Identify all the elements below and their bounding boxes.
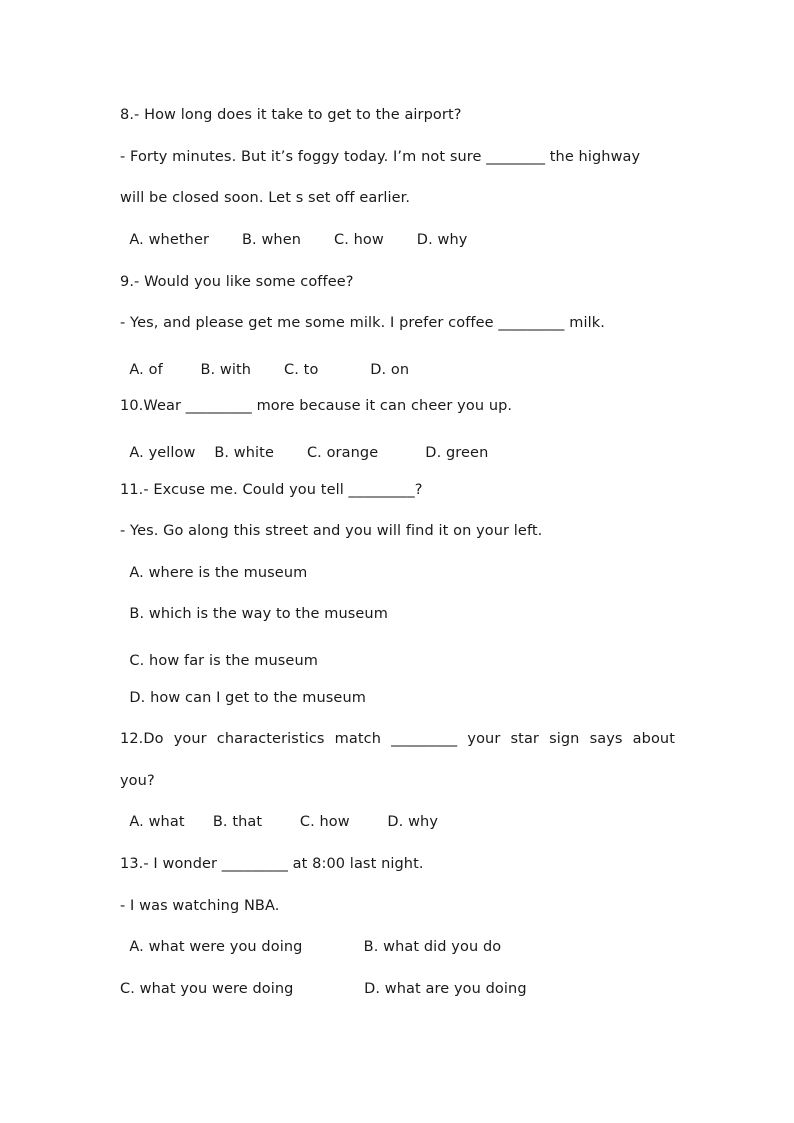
- question-12-options: A. what B. that C. how D. why: [120, 814, 439, 830]
- question-9-options: A. of B. with C. to D. on: [120, 362, 410, 378]
- question-10-options: A. yellow B. white C. orange D. green: [120, 445, 489, 461]
- question-13-options-line-2: C. what you were doing D. what are you doing: [120, 981, 527, 997]
- question-8-stem: 8.- How long does it take to get to the airport?: [120, 107, 462, 123]
- question-8-response-line-1: - Forty minutes. But it’s foggy today. I’m not sure ________ the highway: [120, 149, 641, 165]
- question-12-stem-line-2: you?: [120, 773, 155, 789]
- question-10-stem: 10.Wear _________ more because it can cheer you up.: [120, 398, 513, 414]
- question-11-option-a: A. where is the museum: [120, 565, 308, 581]
- question-11-option-c: C. how far is the museum: [120, 653, 318, 669]
- question-11-response: - Yes. Go along this street and you will find it on your left.: [120, 523, 543, 539]
- question-13-response: - I was watching NBA.: [120, 898, 280, 914]
- question-8-response-line-2: will be closed soon. Let s set off earlier.: [120, 190, 411, 206]
- question-12-stem-line-1: 12.Do your characteristics match _________ your star sign says about: [120, 731, 675, 747]
- question-13-stem: 13.- I wonder _________ at 8:00 last night.: [120, 856, 424, 872]
- question-11-option-b: B. which is the way to the museum: [120, 606, 388, 622]
- question-11-stem: 11.- Excuse me. Could you tell _________?: [120, 482, 423, 498]
- question-9-stem: 9.- Would you like some coffee?: [120, 274, 354, 290]
- question-9-response: - Yes, and please get me some milk. I prefer coffee _________ milk.: [120, 315, 605, 331]
- question-11-option-d: D. how can I get to the museum: [120, 690, 366, 706]
- question-8-options: A. whether B. when C. how D. why: [120, 232, 468, 248]
- question-13-options-line-1: A. what were you doing B. what did you do: [120, 939, 502, 955]
